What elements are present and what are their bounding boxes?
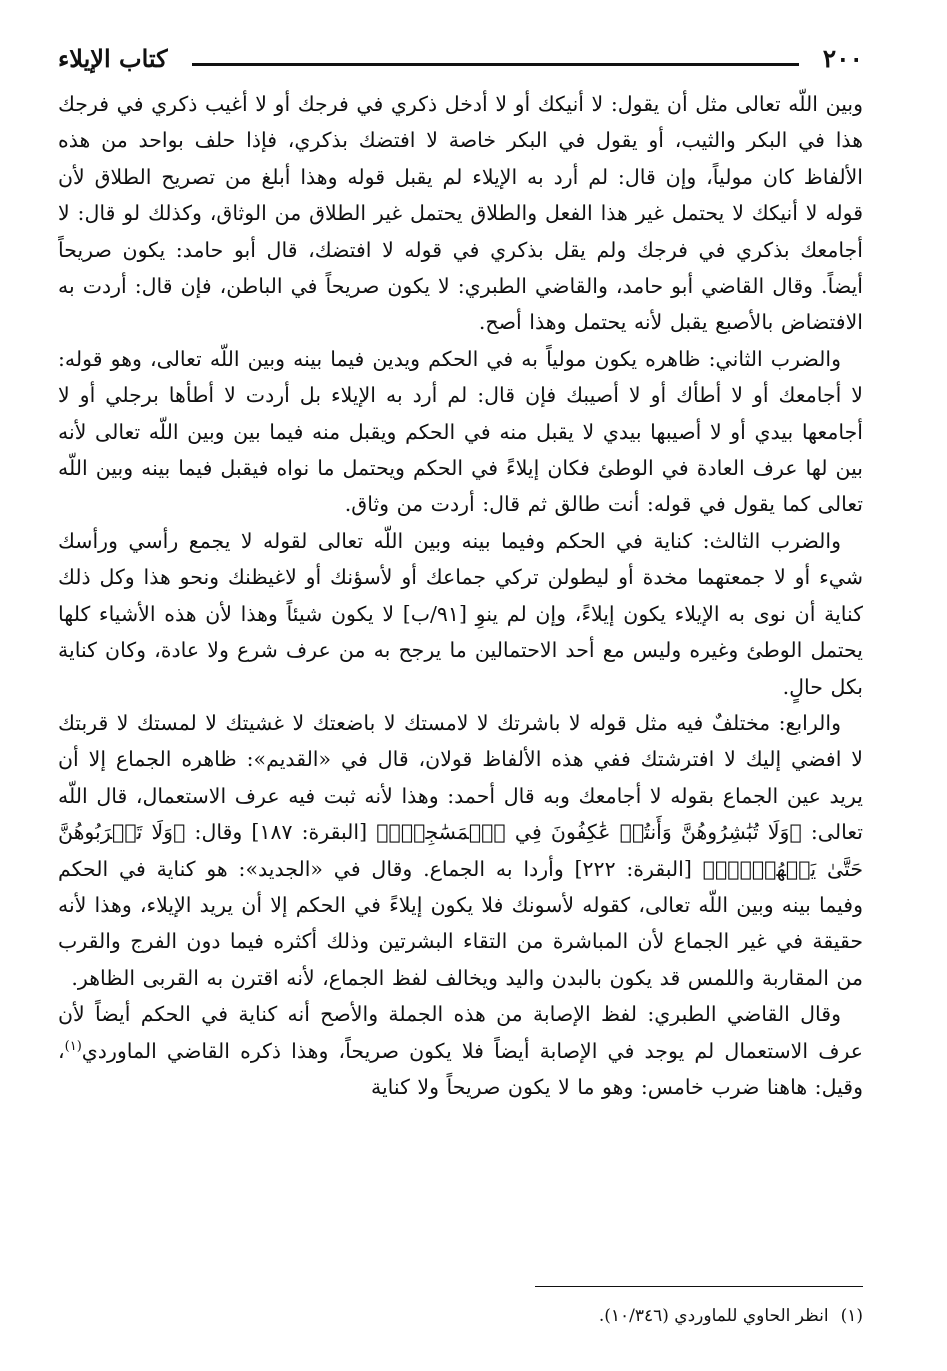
chapter-title: كتاب الإيلاء	[58, 43, 168, 73]
running-header	[58, 38, 863, 78]
page-number: ٢٠٠	[822, 43, 863, 73]
footnote-reference[interactable]: (١)	[64, 1038, 82, 1054]
paragraph-text: وقال القاضي الطبري: لفظ الإصابة من هذه الجملة والأصح أنه كناية في الحكم أيضاً لأن عرف الاستعمال لم يوجد في الإصابة أيضاً فلا يكون صريحاً، وهذا ذكره القاضي الماوردي	[58, 1002, 863, 1063]
paragraph-continuation	[58, 86, 863, 341]
footnote-text: انظر الحاوي للماوردي (١٠/٣٤٦).	[598, 1306, 829, 1326]
paragraph-text: والرابع: مختلفٌ فيه مثل قوله لا باشرتك لا لامستك لا باضعتك لا غشيتك لا لمستك لا قربتك لا افضي إليك لا افترشتك ففي هذه الألفاظ قولان، قال في «القديم»: ظاهره الجماع إلا أن يريد عين الجماع بقوله لا أجامعك وبه قال أحمد: وهذا لأنه ثبت فيه عرف الاستعمال، قال اللّه تعالى: ﴿وَلَا تُبَٰشِرُوهُنَّ وَأَنتُمۡ عَٰكِفُونَ فِي ٱلۡمَسَٰجِدِۗ﴾ [البقرة: ١٨٧] وقال: ﴿وَلَا تَقۡرَبُوهُنَّ حَتَّىٰ يَطۡهُرۡنَۖ﴾ [البقرة: ٢٢٢] وأردا به الجماع. وقال في «الجديد»: هو كناية في الحكم وفيما بينه وبين اللّه تعالى، كقوله لأسونك فلا يكون إيلاءً في الحكم إلا أن يريد الإيلاء، وهذا لأنه حقيقة في غير الجماع لأن المباشرة من التقاء البشرتين وذلك أكثره فيما دون الفرج والقرب من المقاربة واللمس قد يكون بالبدن واليد ويخالف لفظ الجماع، لأنه اقترن به القربى الظاهر.	[58, 710, 863, 990]
footnote-number: (١)	[840, 1306, 863, 1326]
footnote-separator	[535, 1286, 863, 1287]
paragraph-text: وبين اللّه تعالى مثل أن يقول: لا أنيكك أو لا أدخل ذكري في فرجك أو لا أغيب ذكري في فرجك هذا في البكر والثيب، أو يقول في البكر خاصة لا افتضك بذكري، فإذا حلف بواحد من هذه الألفاظ كان مولياً، وإن قال: لم أرد به الإيلاء لم يقبل قوله وهذا أبلغ من تصريح الطلاق لأن قوله لا أنيكك لا يحتمل غير هذا الفعل والطلاق يحتمل غير الطلاق من الوثاق، وكذلك لو قال: لا أجامعك بذكري في فرجك ولم يقل بذكري في قوله لا افتضك، قال أبو حامد: يكون صريحاً أيضاً. وقال القاضي أبو حامد، والقاضي الطبري: لا يكون صريحاً في الباطن، فإن قال: أردت به الافتضاض بالأصبع يقبل لأنه يحتمل وهذا أصح.	[58, 92, 863, 335]
header-rule	[192, 63, 799, 66]
paragraph-third-type	[58, 523, 863, 705]
footnote	[58, 1301, 863, 1331]
paragraph-second-type	[58, 341, 863, 523]
paragraph-tabari-opinion	[58, 996, 863, 1105]
paragraph-text: والضرب الثاني: ظاهره يكون مولياً به في الحكم ويدين فيما بينه وبين اللّه تعالى، وهو قوله: لا أجامعك أو لا أطأك أو لا أصيبك فإن قال: لم أرد به الإيلاء بل أردت لا أطأها برجلي أو لا أجامعها بيدي أو لا أصيبها بيدي لا يقبل منه في الحكم ويقبل منه فيما بين وبين اللّه تعالى لأنه بين لها عرف العادة في الوطئ فكان إيلاءً في الحكم ويحتمل ما نواه فيقبل فيما بينه وبين اللّه تعالى كما يقول في قوله: أنت طالق ثم قال: أردت من وثاق.	[58, 346, 863, 517]
paragraph-text: والضرب الثالث: كناية في الحكم وفيما بينه وبين اللّه تعالى لقوله لا يجمع رأسي ورأسك شيء أو لا جمعتهما مخدة أو ليطولن تركي جماعك أو لأسؤنك أو لاغيظنك ونحو هذا وكل ذلك كناية أن نوى به الإيلاء يكون إيلاءً، وإن لم ينوِ [٩١/ب] لا يكون شيئاً وهذا لأن هذه الأشياء كلها يحتمل الوطئ وغيره وليس مع أحد الاحتمالين ما يرجح به من عرف شرع ولا عادة، وكان كناية بكل حالٍ.	[58, 528, 863, 699]
paragraph-text: ، وقيل: هاهنا ضرب خامس: وهو ما لا يكون صريحاً ولا كناية	[58, 1038, 863, 1099]
paragraph-fourth-type	[58, 705, 863, 996]
body-text	[58, 86, 863, 1272]
